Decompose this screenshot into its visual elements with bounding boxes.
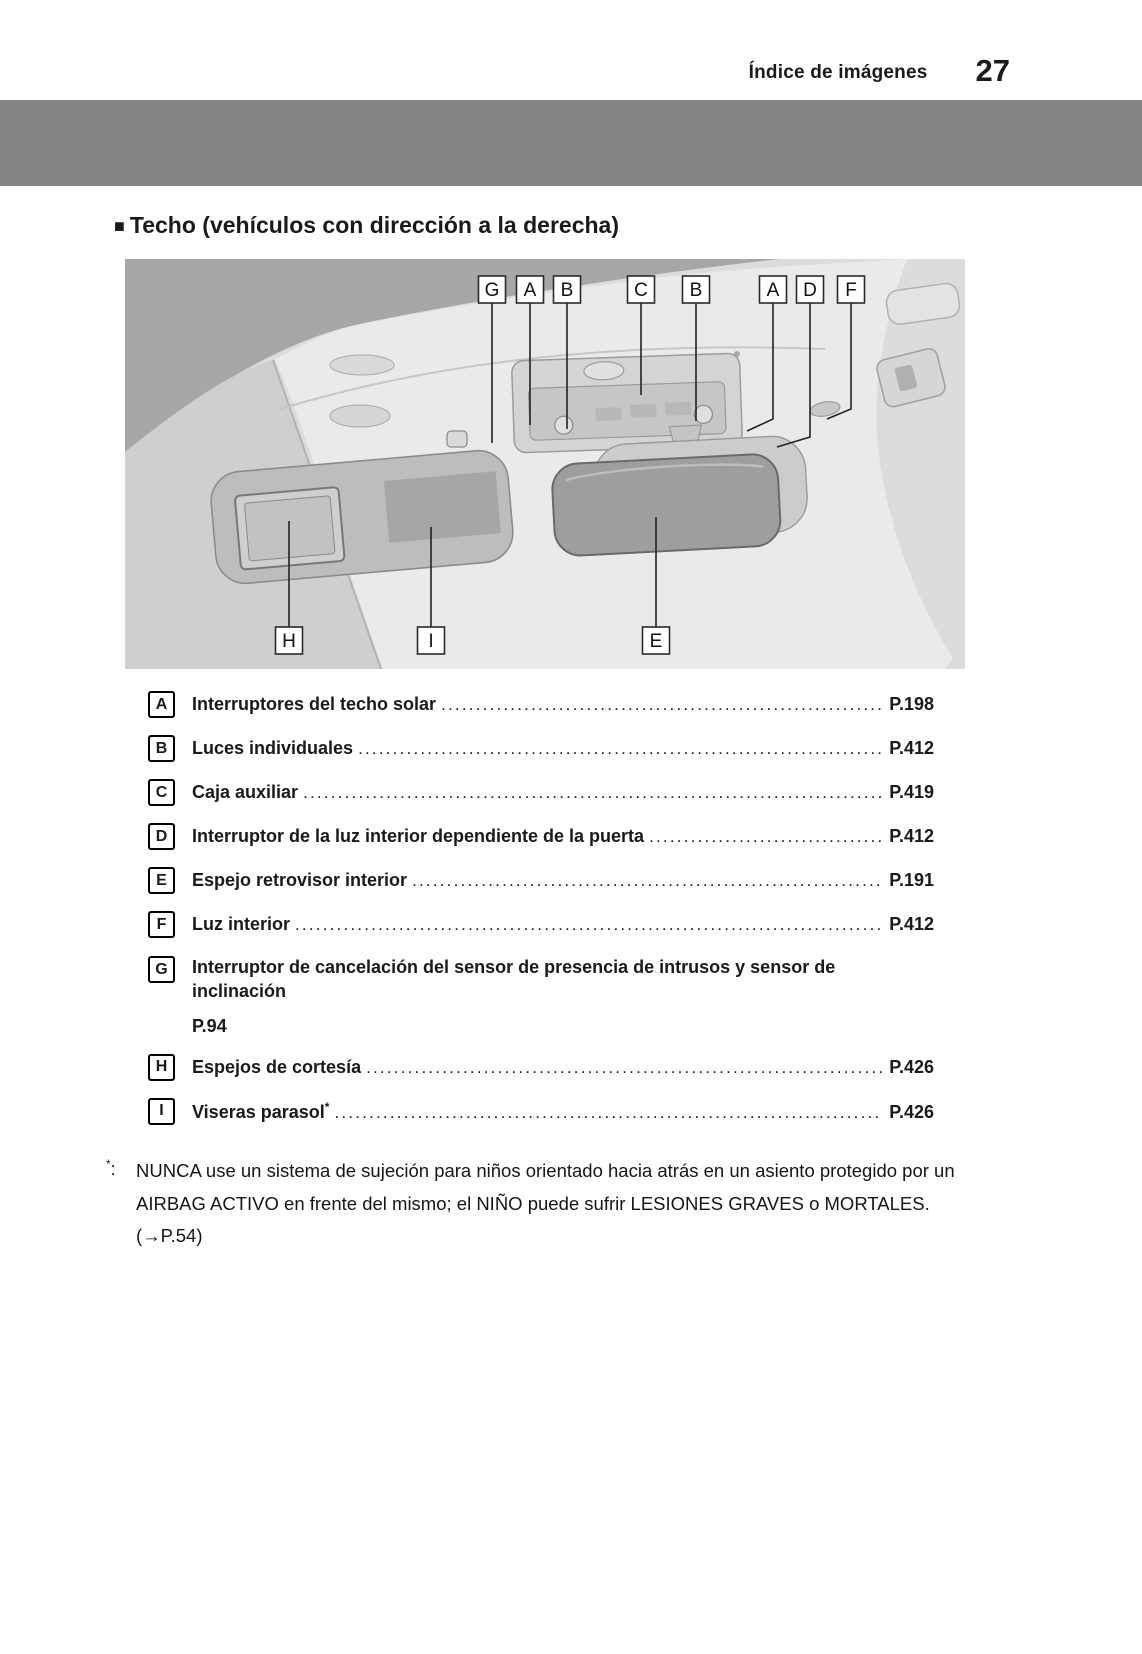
visor-warning-label (384, 471, 501, 543)
legend-page-ref-I: P.426 (889, 1101, 934, 1122)
legend-label-C: Caja auxiliar (192, 782, 299, 802)
legend-label-B: Luces individuales (192, 738, 354, 758)
console-switch (595, 407, 621, 421)
legend-row-B (148, 735, 934, 762)
legend-page-ref-F: P.412 (889, 914, 934, 934)
legend-label-G: Interruptor de cancelación del sensor de presencia de intrusos y sensor de inclinación (192, 957, 836, 1002)
legend-row-I (148, 1098, 934, 1125)
legend-page-ref-B: P.412 (889, 738, 934, 758)
legend-key-F: F (148, 911, 175, 938)
footnote-text: NUNCA use un sistema de sujeción para niños orientado hacia atrás en un asiento protegido por un AIRBAG ACTIVO en frente del mismo; el NIÑO puede sufrir LESIONES GRAVES o MORTALES. (→P.54) (136, 1159, 955, 1247)
legend-row-G (148, 955, 934, 1037)
svg-text:D: D (803, 280, 817, 301)
individual-light-left-shape (554, 416, 573, 435)
svg-text:A: A (766, 280, 780, 301)
legend-key-I: I (148, 1098, 175, 1125)
svg-text:H: H (282, 631, 296, 652)
legend-key-E: E (148, 867, 175, 894)
legend-row-C (148, 779, 934, 806)
callout-box-A-left (517, 276, 544, 303)
mirror-glass-shape (551, 453, 782, 557)
legend-row-E (148, 867, 934, 894)
legend-key-A: A (148, 691, 175, 718)
ceiling-lamp-shape (330, 405, 390, 427)
legend-label-I: Viseras parasol* (192, 1099, 330, 1122)
callout-box-I (418, 627, 445, 654)
page-number: 27 (975, 52, 1010, 88)
legend-label-F: Luz interior (192, 914, 290, 934)
callout-box-E (643, 627, 670, 654)
svg-text:G: G (484, 280, 500, 301)
section-title: Techo (vehículos con dirección a la derecha) (129, 212, 619, 238)
legend-page-ref-C: P.419 (889, 782, 934, 802)
svg-text:I: I (428, 631, 434, 652)
dot-leader (295, 915, 883, 935)
dot-leader (412, 871, 883, 891)
callout-box-G (479, 276, 506, 303)
callout-box-A-right (760, 276, 787, 303)
ceiling-vent-shape (330, 355, 394, 375)
dot-leader (441, 695, 883, 715)
legend-key-C: C (148, 779, 175, 806)
legend-key-H: H (148, 1054, 175, 1081)
dot-leader (334, 1103, 883, 1123)
section-square-marker: ■ (114, 215, 125, 236)
callout-box-D (797, 276, 824, 303)
roof-diagram (125, 259, 965, 669)
legend-key-G: G (148, 956, 175, 983)
legend-page-ref-E: P.191 (889, 870, 934, 890)
legend-row-F (148, 911, 934, 938)
console-switch (665, 402, 691, 416)
legend-list (148, 691, 934, 1125)
svg-text:A: A (523, 280, 537, 301)
svg-text:C: C (634, 280, 648, 301)
page-header (0, 0, 1142, 100)
legend-key-D: D (148, 823, 175, 850)
callout-box-F (838, 276, 865, 303)
legend-page-ref-G: P.94 (192, 1015, 227, 1036)
dot-leader (303, 783, 883, 803)
svg-text:B: B (689, 280, 703, 301)
header-chapter-title: Índice de imágenes (748, 62, 928, 83)
legend-row-D (148, 823, 934, 850)
legend-page-ref-H: P.426 (889, 1056, 934, 1077)
svg-text:F: F (845, 280, 857, 301)
legend-row-A (148, 691, 934, 718)
callout-box-H (276, 627, 303, 654)
svg-text:B: B (560, 280, 574, 301)
legend-label-E: Espejo retrovisor interior (192, 870, 408, 890)
overhead-console (511, 353, 742, 453)
legend-page-ref-D: P.412 (889, 826, 934, 846)
legend-key-B: B (148, 735, 175, 762)
legend-row-H (148, 1054, 934, 1081)
legend-page-ref-A: P.198 (889, 694, 934, 714)
footnote-marker: *: (106, 1156, 116, 1179)
legend-label-H: Espejos de cortesía (192, 1056, 362, 1077)
footnote (106, 1155, 972, 1254)
svg-text:E: E (649, 631, 663, 652)
dot-leader (366, 1058, 883, 1078)
visor-hook-shape (447, 431, 467, 447)
callout-box-B-right (683, 276, 710, 303)
callout-box-C (628, 276, 655, 303)
callout-box-B-left (554, 276, 581, 303)
legend-label-A: Interruptores del techo solar (192, 694, 437, 714)
console-switch (630, 404, 656, 418)
dot-leader (358, 739, 883, 759)
chapter-color-band (0, 100, 1142, 186)
footnote-reference-asterisk: * (324, 1099, 330, 1114)
dot-leader (649, 827, 883, 847)
individual-light-right-shape (694, 405, 713, 424)
section-title-row (114, 212, 1142, 239)
roof-diagram-panel (125, 259, 965, 669)
legend-label-D: Interruptor de la luz interior dependiente de la puerta (192, 826, 645, 846)
